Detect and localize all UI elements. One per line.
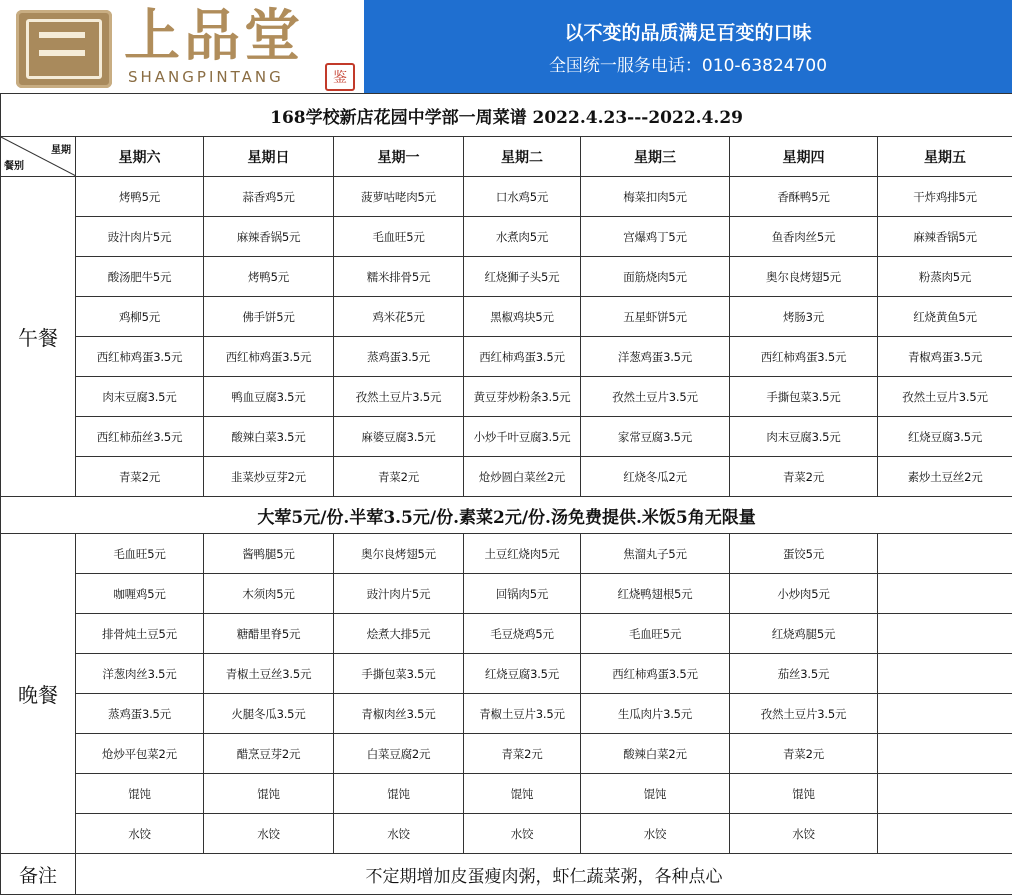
dish-cell	[878, 814, 1012, 854]
dish-cell: 馄饨	[334, 774, 464, 814]
dish-cell: 水饺	[581, 814, 730, 854]
dish-cell: 孜然土豆片3.5元	[334, 377, 464, 417]
dish-cell: 红烧黄鱼5元	[878, 297, 1012, 337]
dish-cell: 炝炒圆白菜丝2元	[464, 457, 581, 497]
day-header: 星期六	[76, 137, 204, 177]
dish-cell: 土豆红烧肉5元	[464, 534, 581, 574]
dish-cell: 酱鸭腿5元	[204, 534, 334, 574]
meal-label: 午餐	[1, 177, 76, 497]
meal-label: 晚餐	[1, 534, 76, 854]
remarks-text: 不定期增加皮蛋瘦肉粥，虾仁蔬菜粥，各种点心	[76, 854, 1012, 895]
dish-cell: 酸辣白菜2元	[581, 734, 730, 774]
menu-row	[1, 177, 1012, 217]
dish-cell: 奥尔良烤翅5元	[730, 257, 878, 297]
menu-row	[1, 814, 1012, 854]
dish-cell: 水饺	[76, 814, 204, 854]
dish-cell: 红烧豆腐3.5元	[878, 417, 1012, 457]
dish-cell: 焦溜丸子5元	[581, 534, 730, 574]
dish-cell	[878, 774, 1012, 814]
dish-cell: 毛血旺5元	[581, 614, 730, 654]
dish-cell: 红烧鸭翅根5元	[581, 574, 730, 614]
dish-cell: 生瓜肉片3.5元	[581, 694, 730, 734]
dish-cell: 馄饨	[204, 774, 334, 814]
dish-cell: 肉末豆腐3.5元	[730, 417, 878, 457]
dish-cell	[878, 734, 1012, 774]
dish-cell: 毛血旺5元	[76, 534, 204, 574]
corner-meal-label: 餐别	[4, 157, 24, 172]
dish-cell: 酸汤肥牛5元	[76, 257, 204, 297]
brand-area	[0, 0, 364, 93]
dish-cell: 五星虾饼5元	[581, 297, 730, 337]
dish-cell: 黄豆芽炒粉条3.5元	[464, 377, 581, 417]
dish-cell: 水饺	[334, 814, 464, 854]
dish-cell: 洋葱鸡蛋3.5元	[581, 337, 730, 377]
dish-cell: 醋烹豆芽2元	[204, 734, 334, 774]
dish-cell: 红烧鸡腿5元	[730, 614, 878, 654]
menu-row	[1, 377, 1012, 417]
dish-cell: 糯米排骨5元	[334, 257, 464, 297]
menu-row	[1, 614, 1012, 654]
menu-row	[1, 457, 1012, 497]
dish-cell	[878, 614, 1012, 654]
dish-cell: 炝炒平包菜2元	[76, 734, 204, 774]
menu-row	[1, 774, 1012, 814]
dish-cell: 火腿冬瓜3.5元	[204, 694, 334, 734]
dish-cell: 茄丝3.5元	[730, 654, 878, 694]
dish-cell: 蒜香鸡5元	[204, 177, 334, 217]
day-header: 星期三	[581, 137, 730, 177]
dish-cell: 青椒肉丝3.5元	[334, 694, 464, 734]
menu-row	[1, 694, 1012, 734]
menu-row	[1, 337, 1012, 377]
remarks-label: 备注	[1, 854, 76, 895]
dish-cell: 孜然土豆片3.5元	[878, 377, 1012, 417]
dish-cell: 麻辣香锅5元	[204, 217, 334, 257]
dish-cell: 口水鸡5元	[464, 177, 581, 217]
brand-name: 上品堂	[124, 4, 304, 68]
day-header: 星期日	[204, 137, 334, 177]
dish-cell: 宫爆鸡丁5元	[581, 217, 730, 257]
dish-cell: 水煮肉5元	[464, 217, 581, 257]
menu-row	[1, 534, 1012, 574]
brand-stamp: 鉴	[325, 63, 355, 91]
dish-cell: 面筋烧肉5元	[581, 257, 730, 297]
dish-cell: 木须肉5元	[204, 574, 334, 614]
dish-cell: 西红柿鸡蛋3.5元	[204, 337, 334, 377]
dish-cell: 手撕包菜3.5元	[334, 654, 464, 694]
dish-cell: 孜然土豆片3.5元	[581, 377, 730, 417]
dish-cell: 馄饨	[730, 774, 878, 814]
dish-cell: 肉末豆腐3.5元	[76, 377, 204, 417]
dish-cell: 青椒鸡蛋3.5元	[878, 337, 1012, 377]
price-note-row	[1, 497, 1012, 534]
dish-cell: 馄饨	[581, 774, 730, 814]
menu-row	[1, 217, 1012, 257]
dish-cell: 佛手饼5元	[204, 297, 334, 337]
weekly-menu-table	[0, 93, 1012, 895]
dish-cell: 鱼香肉丝5元	[730, 217, 878, 257]
dish-cell: 毛血旺5元	[334, 217, 464, 257]
menu-title: 168学校新店花园中学部一周菜谱 2022.4.23---2022.4.29	[1, 94, 1012, 137]
dish-cell: 蒸鸡蛋3.5元	[334, 337, 464, 377]
menu-row	[1, 654, 1012, 694]
dish-cell: 梅菜扣肉5元	[581, 177, 730, 217]
menu-row	[1, 734, 1012, 774]
dish-cell: 回锅肉5元	[464, 574, 581, 614]
dish-cell: 青菜2元	[464, 734, 581, 774]
dish-cell: 家常豆腐3.5元	[581, 417, 730, 457]
dish-cell: 红烧豆腐3.5元	[464, 654, 581, 694]
dish-cell: 麻辣香锅5元	[878, 217, 1012, 257]
dish-cell	[878, 534, 1012, 574]
dish-cell: 红烧狮子头5元	[464, 257, 581, 297]
dish-cell: 素炒土豆丝2元	[878, 457, 1012, 497]
dish-cell	[878, 694, 1012, 734]
dish-cell: 西红柿茄丝3.5元	[76, 417, 204, 457]
dish-cell: 水饺	[464, 814, 581, 854]
dish-cell: 黑椒鸡块5元	[464, 297, 581, 337]
dish-cell: 干炸鸡排5元	[878, 177, 1012, 217]
dish-cell: 鸭血豆腐3.5元	[204, 377, 334, 417]
dish-cell: 麻婆豆腐3.5元	[334, 417, 464, 457]
dish-cell: 馄饨	[76, 774, 204, 814]
dish-cell: 馄饨	[464, 774, 581, 814]
corner-header	[1, 137, 76, 177]
day-header-row	[1, 137, 1012, 177]
dish-cell: 小炒千叶豆腐3.5元	[464, 417, 581, 457]
dish-cell: 水饺	[730, 814, 878, 854]
dish-cell: 青菜2元	[76, 457, 204, 497]
dish-cell: 鸡米花5元	[334, 297, 464, 337]
dish-cell: 烤肠3元	[730, 297, 878, 337]
menu-row	[1, 257, 1012, 297]
dish-cell: 小炒肉5元	[730, 574, 878, 614]
dish-cell: 糖醋里脊5元	[204, 614, 334, 654]
dish-cell: 豉汁肉片5元	[76, 217, 204, 257]
dish-cell: 烤鸭5元	[76, 177, 204, 217]
day-header: 星期一	[334, 137, 464, 177]
dish-cell: 白菜豆腐2元	[334, 734, 464, 774]
dish-cell: 西红柿鸡蛋3.5元	[464, 337, 581, 377]
dish-cell: 烩煮大排5元	[334, 614, 464, 654]
dish-cell: 咖喱鸡5元	[76, 574, 204, 614]
dish-cell: 青椒土豆片3.5元	[464, 694, 581, 734]
remarks-row	[1, 854, 1012, 895]
header	[0, 0, 1012, 93]
hotline: 全国统一服务电话：010-63824700	[549, 51, 827, 76]
dish-cell: 西红柿鸡蛋3.5元	[730, 337, 878, 377]
dish-cell: 蛋饺5元	[730, 534, 878, 574]
dish-cell: 西红柿鸡蛋3.5元	[76, 337, 204, 377]
logo-seal-icon	[16, 10, 112, 88]
slogan: 以不变的品质满足百变的口味	[564, 18, 811, 45]
menu-row	[1, 297, 1012, 337]
day-header: 星期二	[464, 137, 581, 177]
price-note: 大荤5元/份.半荤3.5元/份.素菜2元/份.汤免费提供.米饭5角无限量	[1, 497, 1012, 534]
dish-cell: 手撕包菜3.5元	[730, 377, 878, 417]
dish-cell: 鸡柳5元	[76, 297, 204, 337]
dish-cell: 香酥鸭5元	[730, 177, 878, 217]
dish-cell: 西红柿鸡蛋3.5元	[581, 654, 730, 694]
menu-row	[1, 574, 1012, 614]
dish-cell: 青菜2元	[730, 457, 878, 497]
dish-cell	[878, 654, 1012, 694]
dish-cell: 粉蒸肉5元	[878, 257, 1012, 297]
day-header: 星期四	[730, 137, 878, 177]
dish-cell: 烤鸭5元	[204, 257, 334, 297]
dish-cell: 酸辣白菜3.5元	[204, 417, 334, 457]
dish-cell: 青椒土豆丝3.5元	[204, 654, 334, 694]
dish-cell: 水饺	[204, 814, 334, 854]
day-header: 星期五	[878, 137, 1012, 177]
dish-cell: 洋葱肉丝3.5元	[76, 654, 204, 694]
dish-cell: 青菜2元	[730, 734, 878, 774]
menu-row	[1, 417, 1012, 457]
dish-cell	[878, 574, 1012, 614]
dish-cell: 蒸鸡蛋3.5元	[76, 694, 204, 734]
dish-cell: 青菜2元	[334, 457, 464, 497]
dish-cell: 红烧冬瓜2元	[581, 457, 730, 497]
dish-cell: 排骨炖土豆5元	[76, 614, 204, 654]
dish-cell: 孜然土豆片3.5元	[730, 694, 878, 734]
corner-weekday-label: 星期	[51, 141, 71, 156]
dish-cell: 毛豆烧鸡5元	[464, 614, 581, 654]
brand-name-en: SHANGPINTANG	[128, 68, 284, 86]
slogan-banner	[364, 0, 1012, 93]
dish-cell: 奥尔良烤翅5元	[334, 534, 464, 574]
dish-cell: 菠萝咕咾肉5元	[334, 177, 464, 217]
dish-cell: 韭菜炒豆芽2元	[204, 457, 334, 497]
dish-cell: 豉汁肉片5元	[334, 574, 464, 614]
